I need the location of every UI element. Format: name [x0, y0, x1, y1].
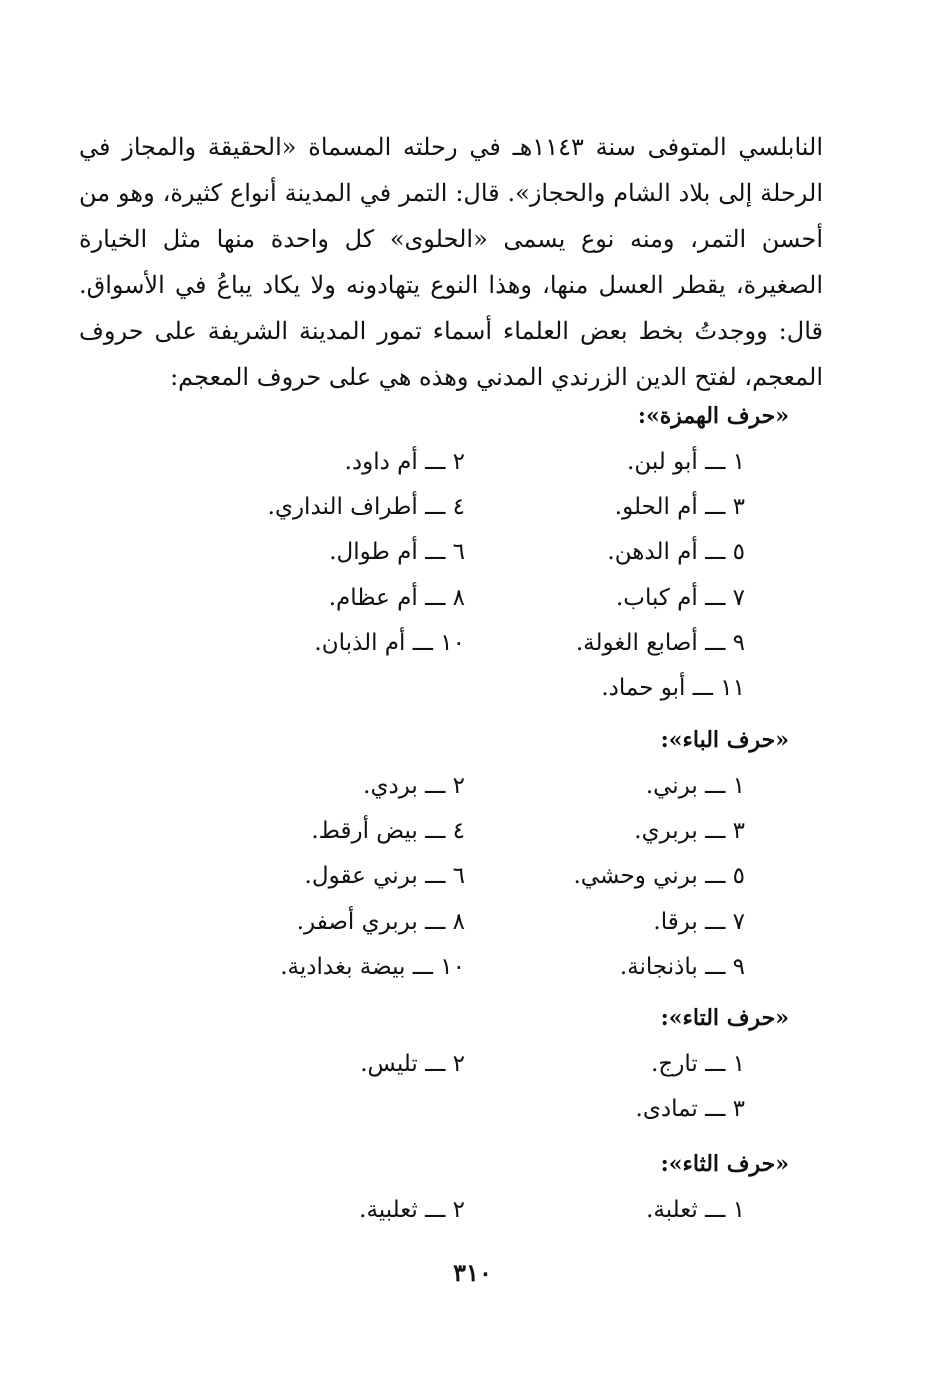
item-number: ٣	[732, 494, 745, 520]
list-item	[297, 902, 465, 942]
item-name: برقا.	[653, 909, 698, 935]
item-dash: ـــ	[697, 1197, 733, 1223]
item-name: أبو حماد.	[601, 675, 686, 701]
item-name: تمادى.	[635, 1096, 698, 1122]
list-item	[329, 532, 465, 572]
item-dash: ـــ	[417, 539, 453, 565]
item-name: برني عقول.	[304, 863, 418, 889]
list-item	[360, 1044, 465, 1084]
item-name: أصابع الغولة.	[575, 630, 698, 656]
item-dash: ـــ	[417, 585, 453, 611]
item-number: ١	[732, 1051, 745, 1077]
item-name: باذنجانة.	[619, 954, 698, 980]
item-number: ٢	[452, 1197, 465, 1223]
item-number: ٨	[452, 585, 465, 611]
list-item	[311, 811, 465, 851]
item-name: بردي.	[363, 773, 418, 799]
item-name: أم الذبان.	[314, 630, 406, 656]
item-number: ٨	[452, 909, 465, 935]
item-dash: ـــ	[697, 630, 733, 656]
item-dash: ـــ	[697, 1096, 733, 1122]
list-item	[305, 856, 465, 896]
item-number: ٥	[732, 863, 745, 889]
list-item	[573, 856, 745, 896]
item-name: برني.	[645, 773, 698, 799]
item-number: ١	[732, 1197, 745, 1223]
list-item	[268, 487, 465, 527]
item-dash: ـــ	[697, 818, 733, 844]
list-item	[634, 811, 745, 851]
item-number: ٥	[732, 539, 745, 565]
list-item	[651, 1044, 745, 1084]
item-dash: ـــ	[405, 954, 441, 980]
list-item	[359, 1190, 465, 1230]
item-dash: ـــ	[405, 630, 441, 656]
item-name: تارج.	[651, 1051, 698, 1077]
list-item	[363, 766, 465, 806]
item-dash: ـــ	[697, 954, 733, 980]
item-number: ٢	[452, 773, 465, 799]
list-item	[314, 623, 465, 663]
item-dash: ـــ	[697, 539, 733, 565]
item-dash: ـــ	[417, 449, 453, 475]
list-item	[607, 532, 745, 572]
item-number: ٧	[732, 585, 745, 611]
item-number: ٤	[452, 494, 465, 520]
item-dash: ـــ	[697, 909, 733, 935]
item-dash: ـــ	[685, 675, 721, 701]
item-name: أم كباب.	[615, 585, 698, 611]
page-number: ٣١٠	[453, 1258, 492, 1287]
item-name: أم عظام.	[328, 585, 418, 611]
list-item	[646, 1190, 745, 1230]
item-number: ١	[732, 773, 745, 799]
item-name: أم طوال.	[329, 539, 418, 565]
item-name: أم الدهن.	[607, 539, 698, 565]
item-dash: ـــ	[697, 1051, 733, 1077]
item-number: ١١	[720, 675, 745, 701]
item-number: ٦	[452, 539, 465, 565]
item-number: ٦	[452, 863, 465, 889]
item-dash: ـــ	[697, 449, 733, 475]
item-number: ٣	[732, 818, 745, 844]
item-number: ٩	[732, 954, 745, 980]
item-dash: ـــ	[417, 773, 453, 799]
section-heading: «حرف الثاء»:	[660, 1151, 789, 1177]
item-dash: ـــ	[417, 863, 453, 889]
item-dash: ـــ	[417, 909, 453, 935]
intro-paragraph: النابلسي المتوفى سنة ١١٤٣هـ في رحلته المسماة «الحقيقة والمجاز في الرحلة إلى بلاد الشام والحجاز». قال: التمر في المدينة أنواع كثيرة، وهو من أحسن التمر، ومنه نوع يسمى «الحلوى» كل واحدة منها مثل الخيارة الصغيرة، يقطر العسل منها، وهذا النوع يتهادونه ولا يكاد يباعُ في الأسواق. قال: ووجدتُ بخط بعض العلماء أسماء تمور المدينة الشريفة على حروف المعجم، لفتح الدين الزرندي المدني وهذه هي على حروف المعجم:	[79, 133, 824, 391]
list-item	[576, 623, 745, 663]
item-dash: ـــ	[417, 494, 453, 520]
item-dash: ـــ	[697, 863, 733, 889]
item-name: أم الحلو.	[614, 494, 698, 520]
item-name: ثعلبية.	[359, 1197, 418, 1223]
item-number: ١٠	[440, 954, 465, 980]
item-dash: ـــ	[417, 1197, 453, 1223]
list-item	[601, 668, 745, 708]
list-item	[636, 1089, 745, 1129]
list-item	[616, 578, 745, 618]
item-dash: ـــ	[697, 494, 733, 520]
item-number: ٤	[452, 818, 465, 844]
item-name: أطراف النداري.	[267, 494, 418, 520]
item-name: أم داود.	[344, 449, 418, 475]
item-name: بيض أرقط.	[311, 818, 418, 844]
item-number: ٩	[732, 630, 745, 656]
section-heading: «حرف الهمزة»:	[637, 403, 789, 429]
item-name: ثعلبة.	[646, 1197, 698, 1223]
list-item	[653, 902, 745, 942]
item-name: تليس.	[360, 1051, 418, 1077]
list-item	[627, 442, 745, 482]
item-number: ٢	[452, 449, 465, 475]
item-name: أبو لبن.	[627, 449, 698, 475]
item-number: ٣	[732, 1096, 745, 1122]
item-dash: ـــ	[697, 585, 733, 611]
item-dash: ـــ	[417, 1051, 453, 1077]
list-item	[280, 947, 465, 987]
list-item	[329, 578, 465, 618]
item-name: بيضة بغدادية.	[280, 954, 406, 980]
list-item	[615, 487, 745, 527]
item-number: ٢	[452, 1051, 465, 1077]
item-number: ١٠	[440, 630, 465, 656]
list-item	[620, 947, 745, 987]
item-name: بربري أصفر.	[296, 909, 418, 935]
item-dash: ـــ	[417, 818, 453, 844]
section-heading: «حرف الباء»:	[660, 727, 789, 753]
list-item	[646, 766, 745, 806]
item-dash: ـــ	[697, 773, 733, 799]
item-number: ٧	[732, 909, 745, 935]
item-name: بربري.	[634, 818, 698, 844]
item-name: برني وحشي.	[573, 863, 698, 889]
item-number: ١	[732, 449, 745, 475]
section-heading: «حرف التاء»:	[660, 1005, 789, 1031]
list-item	[345, 442, 465, 482]
